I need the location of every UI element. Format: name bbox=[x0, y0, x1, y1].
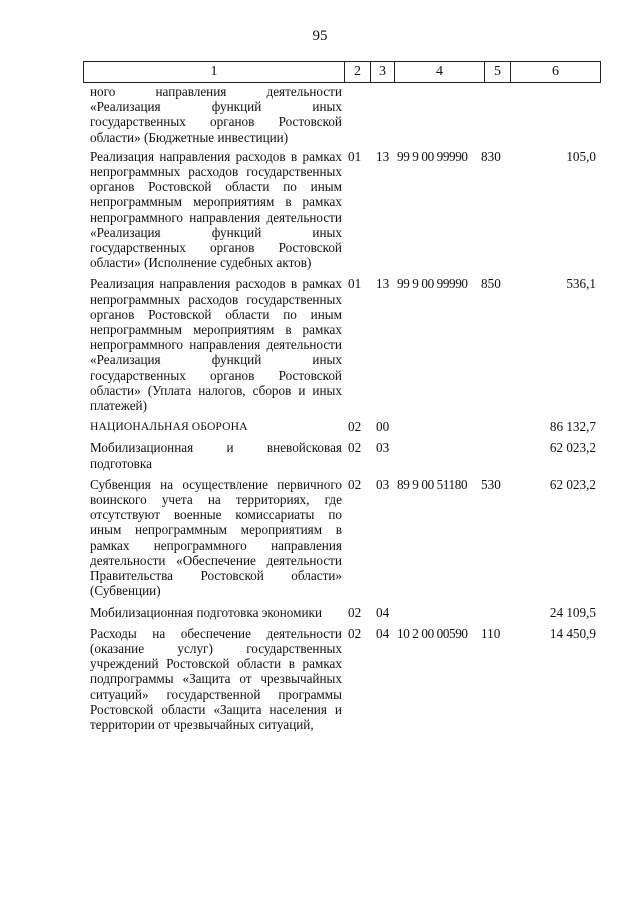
table-row bbox=[0, 149, 640, 271]
row-sum: 62 023,2 bbox=[549, 440, 596, 456]
row-subsection: 04 bbox=[376, 604, 390, 620]
table-row bbox=[0, 419, 640, 434]
table-row bbox=[0, 276, 640, 413]
row-expense-type: 830 bbox=[481, 148, 501, 164]
row-article: 99 9 00 99990 bbox=[397, 276, 468, 292]
row-sum: 14 450,9 bbox=[549, 625, 596, 641]
row-subsection: 13 bbox=[376, 276, 390, 292]
row-section: 01 bbox=[348, 148, 362, 164]
row-sum: 105,0 bbox=[566, 148, 596, 164]
row-section: 01 bbox=[348, 276, 362, 292]
row-section: 02 bbox=[348, 440, 362, 456]
row-name: Реализация направления расходов в рамках непрограммных расходов государственных органов Ростовской области по иным непрограммным мероприятиям в рамках непрограммного направления деятельности «Реализация функций иных государственных органов Ростовской области» (Уплата налогов, сборов и иных платежей) bbox=[90, 276, 342, 414]
row-article: 10 2 00 00590 bbox=[397, 625, 468, 641]
page-number: 95 bbox=[312, 28, 328, 44]
row-section: 02 bbox=[348, 476, 362, 492]
table-row bbox=[0, 440, 640, 470]
table-row bbox=[0, 477, 640, 599]
row-sum: 86 132,7 bbox=[549, 419, 596, 435]
table-header bbox=[83, 61, 601, 83]
row-name: Мобилизационная и вневойсковая подготовка bbox=[90, 440, 342, 471]
row-name: ного направления деятельности «Реализация функций иных государственных органов Ростовской области» (Бюджетные инвестиции) bbox=[90, 84, 342, 145]
row-name: Реализация направления расходов в рамках непрограммных расходов государственных органов Ростовской области по иным непрограммным мероприятиям в рамках непрограммного направления деятельности «Реализация функций иных государственных органов Ростовской области» (Исполнение судебных актов) bbox=[90, 148, 342, 271]
table-row bbox=[0, 626, 640, 732]
header-col-5: 5 bbox=[484, 62, 510, 82]
table-row bbox=[0, 605, 640, 620]
row-name: НАЦИОНАЛЬНАЯ ОБОРОНА bbox=[90, 420, 248, 434]
row-section: 02 bbox=[348, 604, 362, 620]
row-sum: 536,1 bbox=[566, 276, 596, 292]
header-col-3: 3 bbox=[370, 62, 394, 82]
row-article: 89 9 00 51180 bbox=[397, 476, 468, 492]
row-section: 02 bbox=[348, 625, 362, 641]
table-row bbox=[0, 84, 640, 145]
header-col-2: 2 bbox=[344, 62, 370, 82]
row-name: Субвенция на осуществление первичного воинского учета на территориях, где отсутствуют военные комиссариаты по иным непрограммным мероприятиям в рамках непрограммного направления деятельности «Обеспечение деятельности Правительства Ростовской области» (Субвенции) bbox=[90, 476, 342, 599]
header-col-6: 6 bbox=[510, 62, 600, 82]
row-name: Мобилизационная подготовка экономики bbox=[90, 604, 323, 620]
row-subsection: 03 bbox=[376, 440, 390, 456]
budget-table-body bbox=[0, 84, 640, 732]
row-expense-type: 530 bbox=[481, 476, 501, 492]
row-section: 02 bbox=[348, 419, 362, 435]
row-sum: 24 109,5 bbox=[549, 604, 596, 620]
row-expense-type: 110 bbox=[481, 625, 501, 641]
row-subsection: 13 bbox=[376, 148, 390, 164]
row-sum: 62 023,2 bbox=[549, 476, 596, 492]
row-subsection: 03 bbox=[376, 476, 390, 492]
header-col-4: 4 bbox=[394, 62, 484, 82]
row-expense-type: 850 bbox=[481, 276, 501, 292]
row-name: Расходы на обеспечение деятельности (оказание услуг) государственных учреждений Ростовской области в рамках подпрограммы «Защита от чрезвычайных ситуаций» государственной программы Ростовской области «Защита населения и территории от чрезвычайных ситуаций, bbox=[90, 625, 342, 732]
header-col-1: 1 bbox=[210, 64, 218, 79]
row-article: 99 9 00 99990 bbox=[397, 148, 468, 164]
row-subsection: 04 bbox=[376, 625, 390, 641]
row-subsection: 00 bbox=[376, 419, 390, 435]
